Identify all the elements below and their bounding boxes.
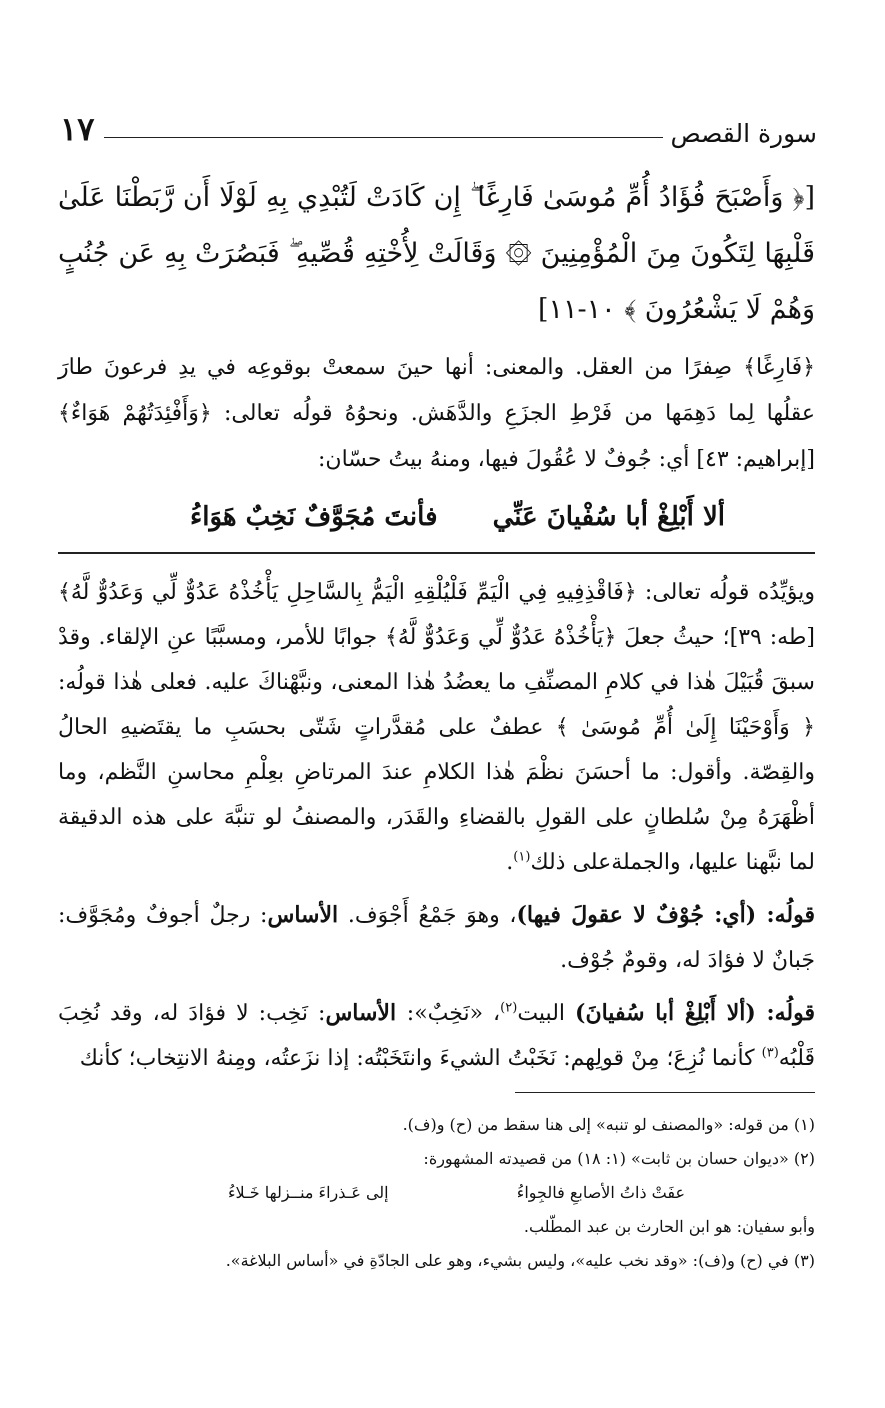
footnote-divider — [515, 1092, 815, 1093]
footnote-2-extra: وأبو سفيان: هو ابن الحارث بن عبد المطّلب. — [523, 1217, 815, 1236]
poem-first-hemistich: ألا أَبْلِغْ أبا سُفْيانَ عَنِّي — [492, 502, 725, 532]
footnote-2: (٢) «ديوان حسان بن ثابت» (١: ١٨) من قصيدته المشهورة: — [423, 1149, 815, 1168]
quote-heading: قولُه: (ألا أَبْلِغْ أبا سُفيانَ) — [575, 1000, 815, 1026]
commentary-paragraph — [58, 893, 815, 983]
quote-heading: قولُه: (أي: جُوْفٌ لا عقولَ فيها) — [516, 902, 816, 928]
footnote-1: (١) من قوله: «والمصنف لو تنبه» إلى هنا سقط من (ح) و(ف). — [402, 1115, 815, 1134]
footnote-ref: (٢) — [500, 1000, 518, 1016]
commentary — [58, 570, 815, 1089]
footnote-verse — [228, 1176, 685, 1210]
commentary-text: ، وهوَ جَمْعُ أَجْوَف. — [347, 903, 517, 928]
commentary-paragraph — [58, 991, 815, 1081]
footnote-ref: (٣) — [761, 1045, 779, 1061]
source-label: الأساس — [325, 1000, 407, 1026]
poem-line — [190, 492, 725, 542]
commentary-paragraph: ويؤيِّدُه قولُه تعالى: ﴿فَاقْذِفِيهِ فِي الْيَمِّ فَلْيُلْقِهِ الْيَمُّ بِالسَّاحِلِ يَأْخُذْهُ عَدُوٌّ لِّي وَعَدُوٌّ لَّهُ﴾ [طه: ٣٩]؛ حيثُ جعلَ ﴿يَأْخُذْهُ عَدُوٌّ لِّي وَعَدُوٌّ لَّهُ﴾ جوابًا للأمر، ومسبَّبًا عنِ الإلقاء. وقدْ سبقَ قُبَيْلَ هٰذا في كلامِ المصنِّفِ ما يعضُدُ هٰذا المعنى، ونبَّهْناكَ عليه. فعلى هٰذا قولُه: ﴿ وَأَوْحَيْنَا إِلَىٰ أُمِّ مُوسَىٰ ﴾ عطفٌ على مُقدَّراتٍ شَتّى بحسَبِ ما يقتَضيهِ الحالُ والقِصّة. وأقول: ما أحسَنَ نظْمَ هٰذا الكلامِ عندَ المرتاضِ بعِلْمِ محاسنِ النَّظم، وما أظْهَرَهُ مِنْ سُلطانٍ على القولِ بالقضاءِ والقَدَر، والمصنفُ لو تنبَّهَ على هذه الدقيقة لما نبَّهنا عليها، والجملةعلى ذلك$^{(١)}$. — [58, 580, 816, 875]
quran-passage: [﴿ وَأَصْبَحَ فُؤَادُ أُمِّ مُوسَىٰ فَارِغًا ۖ إِن كَادَتْ لَتُبْدِي بِهِ لَوْلَا أَن رَّبَطْنَا عَلَىٰ قَلْبِهَا لِتَكُونَ مِنَ الْمُؤْمِنِينَ ۞ وَقَالَتْ لِأُخْتِهِ قُصِّيهِ ۖ فَبَصُرَتْ بِهِ عَن جُنُبٍ وَهُمْ لَا يَشْعُرُونَ ﴾ ١٠-١١] — [58, 182, 815, 325]
poem-second-hemistich: فأنتَ مُجَوَّفٌ نَخِبٌ هَوَاءُ — [190, 502, 438, 532]
footnote-verse-first: عفَتْ ذاتُ الأصابعِ فالجِواءُ — [516, 1183, 685, 1202]
footnote-verse-second: إلى عَـذراءَ منــزلها خَـلاءُ — [228, 1183, 389, 1202]
footnote-3: (٣) في (ح) و(ف): «وقد نخب عليه»، وليس بشيء، وهو على الجادّةِ في «أساس البلاغة». — [225, 1251, 815, 1270]
section-divider — [58, 552, 815, 554]
footnote-ref: (١) — [513, 849, 531, 865]
surah-title: سورة القصص — [670, 119, 817, 148]
page-header — [60, 108, 817, 148]
commentary-text: البيت — [517, 1001, 576, 1026]
commentary-text: كأنما نُزِعَ؛ مِنْ قولِهم: نَخَبْتُ الشيءَ وانتَخَبْتُه: إذا نزَعتُه، ومِنهُ الانتِخاب؛ كأنك — [79, 1046, 762, 1071]
commentary-text: ، «نَخِبٌ»: — [406, 1001, 501, 1026]
commentary-text: : نَخِب: لا فؤادَ له، وقد نُخِبَ قَلْبُه — [58, 1001, 815, 1071]
commentary-text: : رجلٌ أجوفٌ ومُجَوَّف: جَبانٌ لا فؤادَ له، وقومٌ جُوْف. — [58, 903, 815, 973]
page-number: ١٧ — [60, 110, 95, 148]
header-rule — [104, 137, 662, 138]
main-paragraph: ﴿فَارِغًا﴾ صِفرًا من العقل. والمعنى: أنها حينَ سمعتْ بوقوعِه في يدِ فرعونَ طارَ عقلُها لِما دَهِمَها من فَرْطِ الجزَعِ والدَّهَش. ونحوُهُ قولُه تعالى: ﴿وَأَفْئِدَتُهُمْ هَوَاءٌ﴾ [إبراهيم: ٤٣] أي: جُوفٌ لا عُقُولَ فيها، ومنهُ بيتُ حسّان: — [58, 355, 815, 472]
source-label: الأساس — [267, 902, 339, 928]
commentary-text: ويؤيِّدُه قولُه تعالى: ﴿فَاقْذِفِيهِ فِي الْيَمِّ فَلْيُلْقِهِ الْيَمُّ بِالسَّاحِلِ يَأْخُذْهُ عَدُوٌّ لِّي وَعَدُوٌّ لَّهُ﴾ [طه: ٣٩]؛ حيثُ جعلَ ﴿يَأْخُذْهُ عَدُوٌّ لِّي وَعَدُوٌّ لَّهُ﴾ جوابًا للأمر، ومسبَّبًا عنِ الإلقاء. وقدْ سبقَ قُبَيْلَ هٰذا في كلامِ المصنِّفِ ما يعضُدُ هٰذا المعنى، ونبَّهْناكَ عليه. فعلى هٰذا قولُه: ﴿ وَأَوْحَيْنَا إِلَىٰ أُمِّ مُوسَىٰ ﴾ عطفٌ على مُقدَّراتٍ شَتّى بحسَبِ ما يقتَضيهِ الحالُ والقِصّة. وأقول: ما أحسَنَ نظْمَ هٰذا الكلامِ عندَ المرتاضِ بعِلْمِ محاسنِ النَّظم، وما أظْهَرَهُ مِنْ سُلطانٍ على القولِ بالقضاءِ والقَدَر، والمصنفُ لو تنبَّهَ على هذه الدقيقة لما نبَّهنا عليها، والجملةعلى ذلك — [58, 580, 816, 875]
footnotes — [58, 1108, 815, 1278]
